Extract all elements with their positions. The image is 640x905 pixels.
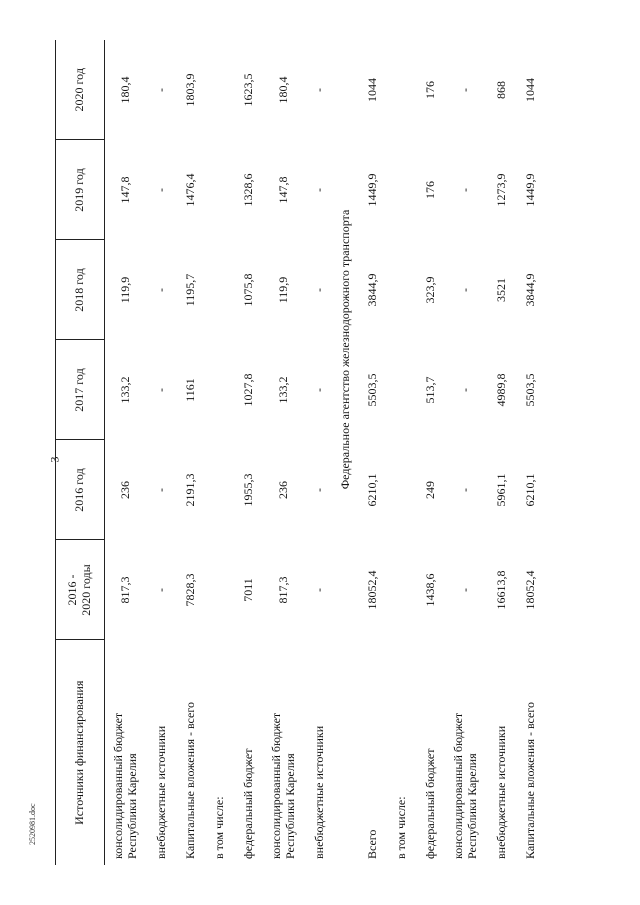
section-title: Федеральное агентство железнодорожного транспорта <box>338 209 353 490</box>
value-cell: - <box>311 288 326 292</box>
table-row <box>516 40 545 865</box>
row-label: консолидированный бюджет Республики Карелия <box>111 712 139 859</box>
table-row <box>234 40 263 865</box>
row-label: Капитальные вложения - всего <box>522 702 537 859</box>
value-cell: - <box>153 88 168 92</box>
value-cell: 147,8 <box>118 176 133 204</box>
value-cell: 236 <box>118 481 133 499</box>
value-cell: 7828,3 <box>182 573 197 607</box>
value-cell: 2191,3 <box>182 473 197 507</box>
value-cell <box>205 340 234 440</box>
value-cell: 513,7 <box>422 376 437 404</box>
value-cell: 1195,7 <box>182 273 197 307</box>
table-row <box>205 40 234 865</box>
value-cell <box>387 340 416 440</box>
value-cell: 868 <box>493 81 508 99</box>
value-cell <box>205 440 234 540</box>
row-label: в том числе: <box>393 796 408 859</box>
value-cell: 133,2 <box>118 376 133 404</box>
value-cell: - <box>153 488 168 492</box>
row-label: федеральный бюджет <box>422 748 437 859</box>
row-label: Всего <box>364 829 379 859</box>
value-cell: - <box>311 588 326 592</box>
value-cell: - <box>311 488 326 492</box>
value-cell: - <box>153 588 168 592</box>
row-label: федеральный бюджет <box>240 748 255 859</box>
header-2016: 2016 год <box>56 440 105 540</box>
value-cell: - <box>311 88 326 92</box>
row-label: Капитальные вложения - всего <box>182 702 197 859</box>
value-cell: 176 <box>422 181 437 199</box>
value-cell: 3844,9 <box>522 273 537 307</box>
value-cell: 1438,6 <box>422 573 437 607</box>
value-cell: 1273,9 <box>493 173 508 207</box>
value-cell: - <box>311 188 326 192</box>
value-cell: 1075,8 <box>240 273 255 307</box>
table-header-row <box>56 40 105 865</box>
value-cell: - <box>458 488 473 492</box>
value-cell: 147,8 <box>276 176 291 204</box>
header-2018: 2018 год <box>56 240 105 340</box>
table-row <box>305 40 334 865</box>
row-label: в том числе: <box>211 796 226 859</box>
value-cell: - <box>458 88 473 92</box>
value-cell: - <box>311 388 326 392</box>
header-sources: Источники финансирования <box>56 640 105 865</box>
row-label: внебюджетные источники <box>493 725 508 859</box>
value-cell: 3844,9 <box>364 273 379 307</box>
value-cell: - <box>153 288 168 292</box>
page-number: 3 <box>47 456 62 463</box>
value-cell <box>387 440 416 540</box>
header-2020: 2020 год <box>56 40 105 140</box>
value-cell: 1955,3 <box>240 473 255 507</box>
table-row <box>263 40 305 865</box>
table-row <box>358 40 387 865</box>
value-cell: 3521 <box>493 278 508 302</box>
value-cell: 5961,1 <box>493 473 508 507</box>
value-cell: 1044 <box>522 78 537 102</box>
value-cell: 16613,8 <box>493 570 508 610</box>
financing-table <box>55 40 545 865</box>
row-label: внебюджетные источники <box>153 725 168 859</box>
document-code: 2520981.doc <box>28 803 37 845</box>
value-cell: - <box>153 388 168 392</box>
value-cell: 5503,5 <box>364 373 379 407</box>
value-cell <box>205 540 234 640</box>
value-cell: 1044 <box>364 78 379 102</box>
header-2016-2020: 2016 - 2020 годы <box>56 540 105 640</box>
value-cell: 4989,8 <box>493 373 508 407</box>
table-body <box>105 40 546 865</box>
value-cell: - <box>458 388 473 392</box>
value-cell: 6210,1 <box>364 473 379 507</box>
value-cell: 1027,8 <box>240 373 255 407</box>
row-label: консолидированный бюджет Республики Карелия <box>269 712 297 859</box>
table-row <box>487 40 516 865</box>
value-cell: 817,3 <box>276 576 291 604</box>
value-cell <box>387 540 416 640</box>
row-label: консолидированный бюджет Республики Карелия <box>451 712 479 859</box>
value-cell: 817,3 <box>118 576 133 604</box>
value-cell <box>387 140 416 240</box>
value-cell: 1328,6 <box>240 173 255 207</box>
table-row <box>147 40 176 865</box>
value-cell: 236 <box>276 481 291 499</box>
value-cell: 1803,9 <box>182 73 197 107</box>
header-2017: 2017 год <box>56 340 105 440</box>
value-cell: 6210,1 <box>522 473 537 507</box>
value-cell: - <box>458 188 473 192</box>
value-cell <box>205 140 234 240</box>
table-row <box>105 40 148 865</box>
row-label: внебюджетные источники <box>311 725 326 859</box>
value-cell <box>205 40 234 140</box>
value-cell: 133,2 <box>276 376 291 404</box>
value-cell: 7011 <box>240 578 255 602</box>
value-cell: 176 <box>422 81 437 99</box>
value-cell: 18052,4 <box>364 570 379 610</box>
value-cell: 1476,4 <box>182 173 197 207</box>
value-cell: - <box>458 288 473 292</box>
value-cell: 180,4 <box>118 76 133 104</box>
table-row <box>387 40 416 865</box>
table-row <box>416 40 445 865</box>
value-cell <box>387 40 416 140</box>
value-cell: 119,9 <box>118 276 133 304</box>
value-cell: 1449,9 <box>522 173 537 207</box>
table-row <box>445 40 487 865</box>
value-cell: 323,9 <box>422 276 437 304</box>
value-cell <box>387 240 416 340</box>
value-cell: 1449,9 <box>364 173 379 207</box>
header-2019: 2019 год <box>56 140 105 240</box>
value-cell: - <box>458 588 473 592</box>
value-cell: 119,9 <box>276 276 291 304</box>
rotated-table-container <box>55 40 585 865</box>
value-cell: 1623,5 <box>240 73 255 107</box>
section-row <box>334 40 358 865</box>
table-row <box>176 40 205 865</box>
value-cell: 5503,5 <box>522 373 537 407</box>
value-cell: 18052,4 <box>522 570 537 610</box>
value-cell: 1161 <box>182 378 197 402</box>
value-cell: - <box>153 188 168 192</box>
value-cell: 249 <box>422 481 437 499</box>
value-cell: 180,4 <box>276 76 291 104</box>
value-cell <box>205 240 234 340</box>
